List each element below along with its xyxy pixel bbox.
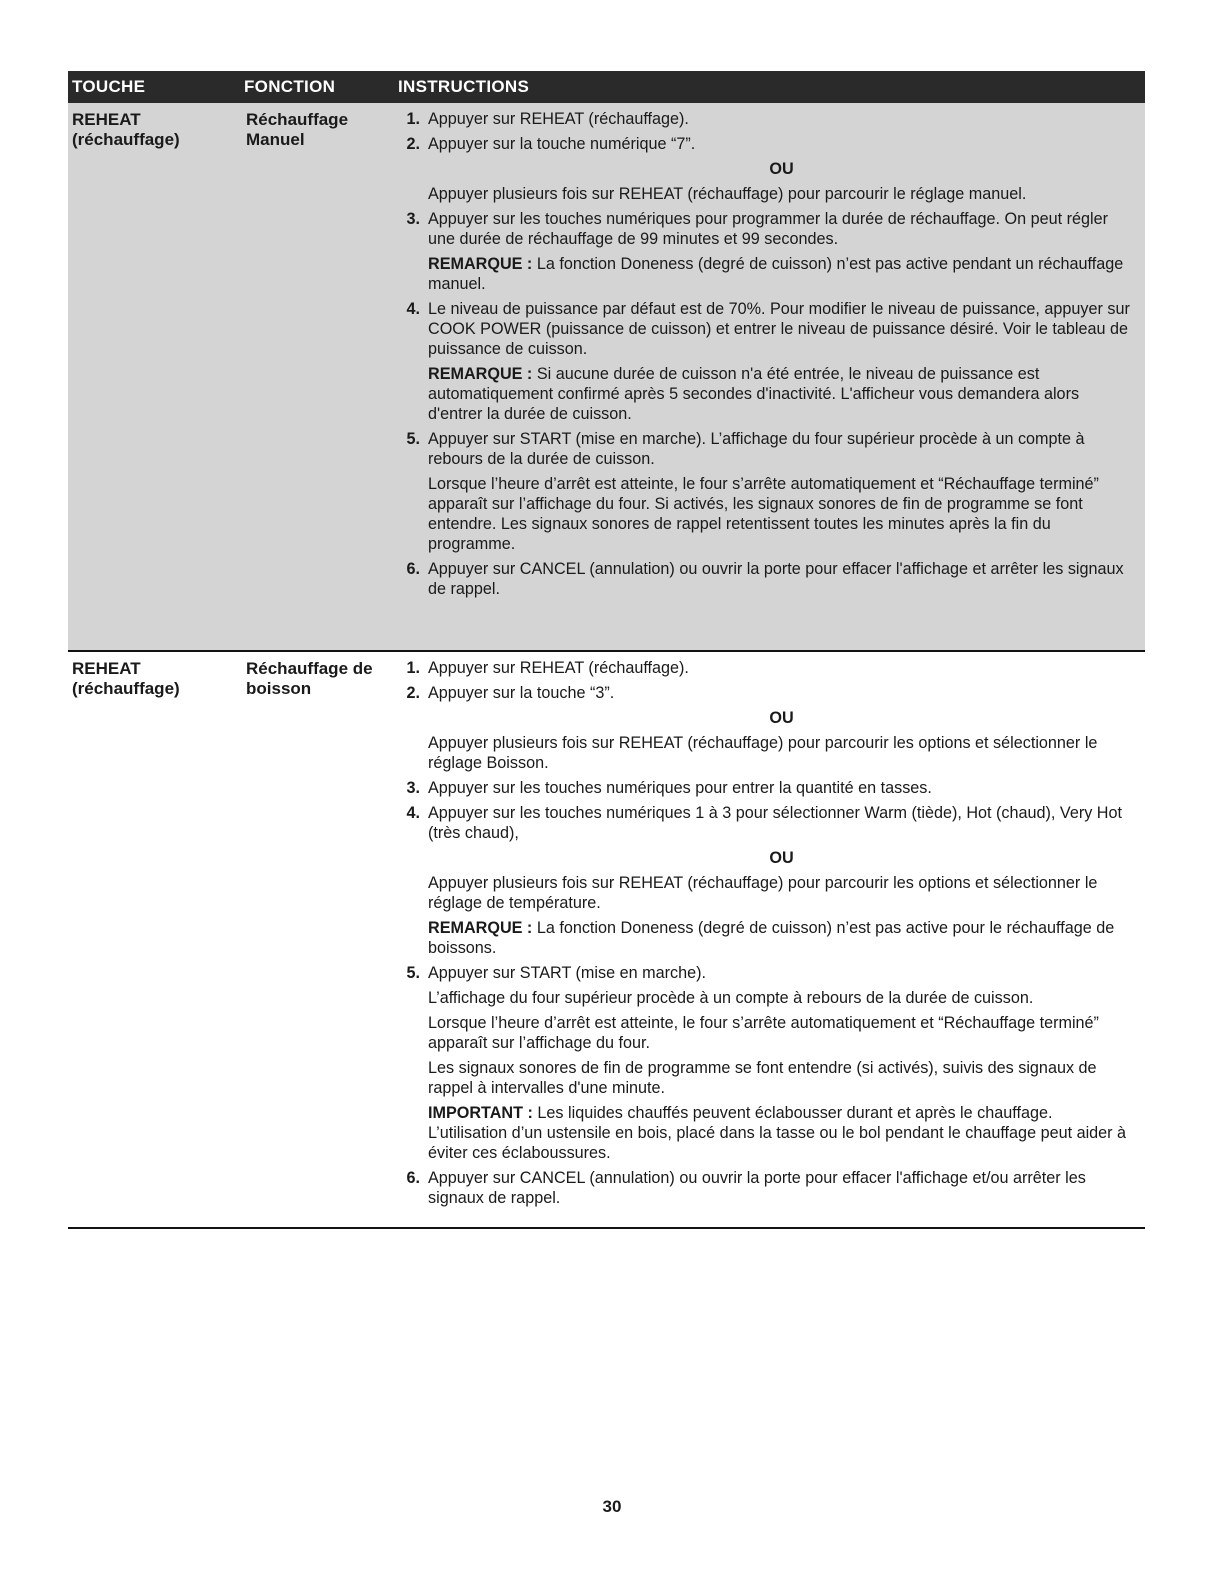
important-note [394, 1103, 1135, 1163]
important-label: IMPORTANT : [428, 1104, 533, 1122]
step-text: Appuyer sur la touche numérique “7”. [428, 135, 696, 153]
alternative-text: Appuyer plusieurs fois sur REHEAT (réchauffage) pour parcourir les options et sélectionner le réglage de température. [428, 874, 1098, 912]
fonction-line: boisson [246, 679, 312, 698]
page-number: 30 [602, 1497, 622, 1516]
step: 1. Appuyer sur REHEAT (réchauffage). [394, 109, 1135, 129]
table-row-beverage-reheat [68, 652, 1145, 1229]
step: 2. Appuyer sur la touche numérique “7”. [394, 134, 1135, 154]
step: 3. Appuyer sur les touches numériques pour programmer la durée de réchauffage. On peut régler une durée de réchauffage de 99 minutes et 99 secondes. [394, 209, 1135, 249]
step: 6. Appuyer sur CANCEL (annulation) ou ouvrir la porte pour effacer l'affichage et arrêter les signaux de rappel. [394, 559, 1135, 599]
step-text: Appuyer sur CANCEL (annulation) ou ouvrir la porte pour effacer l'affichage et arrêter les signaux de rappel. [428, 560, 1124, 598]
fonction-line: Réchauffage de [246, 659, 373, 678]
table-header [68, 71, 1145, 103]
step: 1. Appuyer sur REHEAT (réchauffage). [394, 658, 1135, 678]
step-text: Le niveau de puissance par défaut est de 70%. Pour modifier le niveau de puissance, appuyer sur COOK POWER (puissance de cuisson) et entrer le niveau de puissance désiré. Voir le tableau de puissance de cuisson. [428, 300, 1130, 358]
step: 5. Appuyer sur START (mise en marche). [394, 963, 1135, 983]
fonction-line: Réchauffage [246, 110, 349, 129]
fonction-line: Manuel [246, 130, 305, 149]
step-detail: Les signaux sonores de fin de programme se font entendre (si activés), suivis des signaux de rappel à intervalles d'une minute. [428, 1059, 1097, 1097]
table-row-manual-reheat [68, 103, 1145, 652]
step-text: Appuyer sur les touches numériques 1 à 3 pour sélectionner Warm (tiède), Hot (chaud), Very Hot (très chaud), [428, 804, 1122, 842]
step-text: Appuyer sur START (mise en marche). [428, 964, 706, 982]
touche-cell: REHEAT (réchauffage) [72, 110, 180, 149]
note-text: La fonction Doneness (degré de cuisson) n’est pas active pendant un réchauffage manuel. [428, 255, 1124, 293]
step-detail: L’affichage du four supérieur procède à un compte à rebours de la durée de cuisson. [428, 989, 1034, 1007]
step-text: Appuyer sur REHEAT (réchauffage). [428, 659, 689, 677]
note [394, 364, 1135, 424]
instructions-cell [394, 103, 1145, 650]
alternative-text: Appuyer plusieurs fois sur REHEAT (réchauffage) pour parcourir le réglage manuel. [428, 185, 1027, 203]
note-label: REMARQUE : [428, 255, 533, 273]
note-label: REMARQUE : [428, 365, 533, 383]
note [394, 918, 1135, 958]
or-separator: OU [769, 160, 794, 178]
step: 3. Appuyer sur les touches numériques pour entrer la quantité en tasses. [394, 778, 1135, 798]
step-text: Appuyer sur les touches numériques pour entrer la quantité en tasses. [428, 779, 932, 797]
step: 6. Appuyer sur CANCEL (annulation) ou ouvrir la porte pour effacer l'affichage et/ou arrêter les signaux de rappel. [394, 1168, 1135, 1208]
note [394, 254, 1135, 294]
note-label: REMARQUE : [428, 919, 533, 937]
fonction-cell [244, 652, 394, 1227]
step-text: Appuyer sur REHEAT (réchauffage). [428, 110, 689, 128]
step: 4. Le niveau de puissance par défaut est de 70%. Pour modifier le niveau de puissance, appuyer sur COOK POWER (puissance de cuisson) et entrer le niveau de puissance désiré. Voir le tableau de puissance de cuisson. [394, 299, 1135, 359]
step: 2. Appuyer sur la touche “3”. [394, 683, 1135, 703]
header-fonction: FONCTION [244, 77, 336, 96]
step-detail: Lorsque l’heure d’arrêt est atteinte, le four s’arrête automatiquement et “Réchauffage terminé” apparaît sur l’affichage du four. Si activés, les signaux sonores de fin de programme se font entendre. Les signaux sonores de rappel retentissent toutes les minutes après la fin du programme. [428, 475, 1099, 553]
note-text: Si aucune durée de cuisson n'a été entrée, le niveau de puissance est automatiquement confirmé après 5 secondes d'inactivité. L'afficheur vous demandera alors d'entrer la durée de cuisson. [428, 365, 1080, 423]
step: 5. Appuyer sur START (mise en marche). L’affichage du four supérieur procède à un compte à rebours de la durée de cuisson. [394, 429, 1135, 469]
step-text: Appuyer sur START (mise en marche). L’affichage du four supérieur procède à un compte à rebours de la durée de cuisson. [428, 430, 1085, 468]
step-text: Appuyer sur CANCEL (annulation) ou ouvrir la porte pour effacer l'affichage et/ou arrêter les signaux de rappel. [428, 1169, 1086, 1207]
instructions-cell [394, 652, 1145, 1227]
step-text: Appuyer sur les touches numériques pour programmer la durée de réchauffage. On peut régler une durée de réchauffage de 99 minutes et 99 secondes. [428, 210, 1108, 248]
header-touche: TOUCHE [72, 77, 146, 96]
step-text: Appuyer sur la touche “3”. [428, 684, 615, 702]
or-separator: OU [769, 849, 794, 867]
touche-cell: REHEAT (réchauffage) [72, 659, 180, 698]
important-text: Les liquides chauffés peuvent éclabousser durant et après le chauffage. L’utilisation d’un ustensile en bois, placé dans la tasse ou le bol pendant le chauffage peut aider à éviter ces éclaboussures. [428, 1104, 1127, 1162]
or-separator: OU [769, 709, 794, 727]
step: 4. Appuyer sur les touches numériques 1 à 3 pour sélectionner Warm (tiède), Hot (chaud), Very Hot (très chaud), [394, 803, 1135, 843]
header-instructions: INSTRUCTIONS [398, 77, 530, 96]
step-detail: Lorsque l’heure d’arrêt est atteinte, le four s’arrête automatiquement et “Réchauffage terminé” apparaît sur l’affichage du four. [428, 1014, 1099, 1052]
note-text: La fonction Doneness (degré de cuisson) n’est pas active pour le réchauffage de boissons. [428, 919, 1115, 957]
fonction-cell [244, 103, 394, 650]
alternative-text: Appuyer plusieurs fois sur REHEAT (réchauffage) pour parcourir les options et sélectionner le réglage Boisson. [428, 734, 1098, 772]
instructions-table [68, 71, 1145, 1229]
